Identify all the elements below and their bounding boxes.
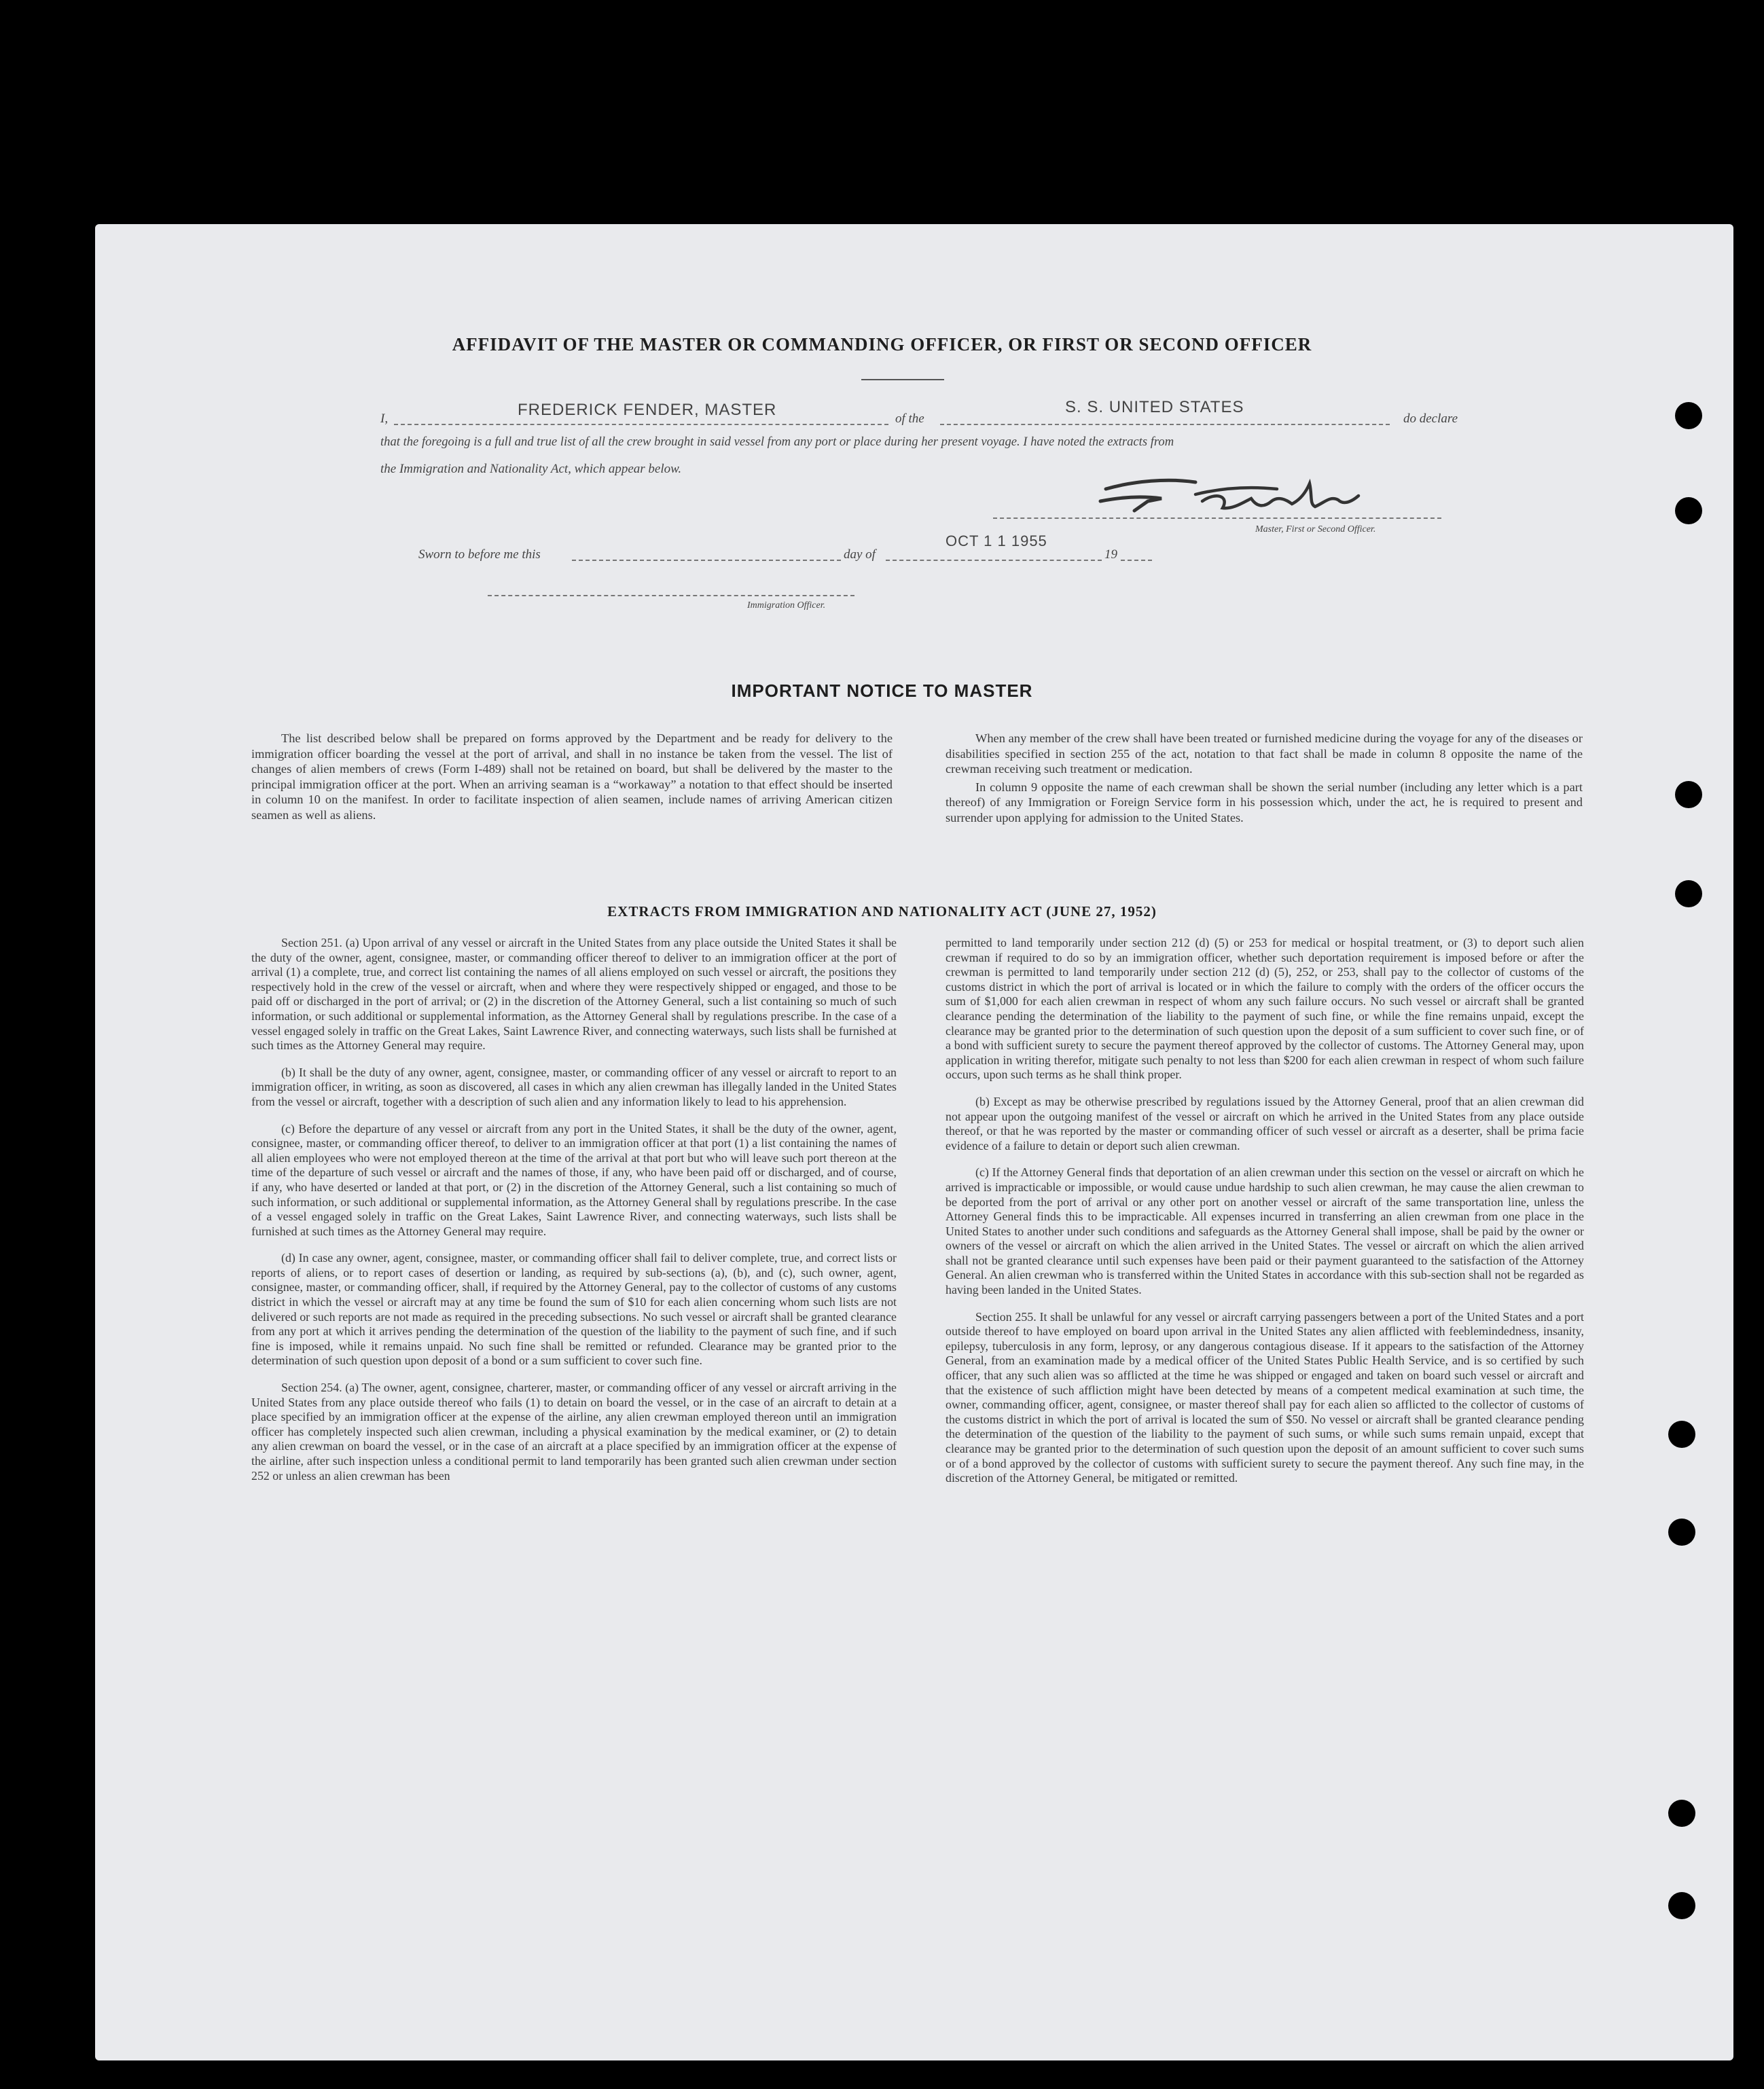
binder-hole (1668, 1892, 1695, 1919)
master-caption: Master, First or Second Officer. (1255, 524, 1376, 534)
binder-hole (1668, 1800, 1695, 1827)
declaration-line-2: the Immigration and Nationality Act, which appear below. (380, 462, 682, 476)
binder-hole (1675, 497, 1702, 524)
notice-right-paragraph-2: In column 9 opposite the name of each crewman shall be shown the serial number (including any letter which is a part thereof) of any Immigration or Foreign Service form in his possession which, under the act, he is required to present and surrender upon applying for admission to the United States. (946, 780, 1583, 824)
extracts-right-column (946, 936, 1584, 1498)
sworn-label: Sworn to before me this (418, 547, 541, 562)
immigration-officer-line (488, 595, 854, 596)
sworn-day-line (572, 560, 841, 561)
section-251-d: (d) In case any owner, agent, consignee, master, or commanding officer shall fail to deliver complete, true, and correct lists or reports of aliens, or to report cases of desertion or landing, as required by sub-sections (a), (b), and (c), such owner, agent, consignee, master, or commanding officer, shall, if required by the Attorney General, pay to the collector of customs of any customs district in which the vessel or aircraft may at any time be found the sum of $10 for each alien concerning whom such lists are not delivered or such reports are not made as required in the preceding subsections. No such vessel or aircraft shall be granted clearance from any port at which it arrives pending the determination of the question of the liability to the payment of such fine, and if such fine is imposed, while it remains unpaid. No such fine shall be remitted or refunded. Clearance may be granted prior to the determination of such question upon deposit of a bond or a sum sufficient to cover such fine. (251, 1251, 897, 1368)
binder-hole (1668, 1421, 1695, 1448)
notice-right-paragraph-1: When any member of the crew shall have been treated or furnished medicine during the voyage for any of the diseases or disabilities specified in section 255 of the act, notation to that fact shall be made in column 8 opposite the name of the crewman receiving such treatment or medication. (946, 731, 1583, 776)
sworn-date-value: OCT 1 1 1955 (946, 532, 1047, 549)
day-of-label: day of (844, 547, 876, 562)
section-251-c: (c) Before the departure of any vessel or aircraft from any port in the United States, it shall be the duty of the owner, agent, consignee, master, or commanding officer thereof, to deliver to an immigration officer at that port (1) a list containing the names of all alien employees who were not employed thereon at the time of the arrival at that port but who will leave such port thereon at the time of the departure of such vessel or aircraft and the names of those, if any, who have been paid off or discharged, and of course, if any, who have deserted or landed at that port, or (2) in the discretion of the Attorney General, such a list containing so much of such information, or such additional or supplemental information, as the Attorney General shall by regulations prescribe. In the case of a vessel engaged solely in traffic on the Great Lakes, Saint Lawrence River, and connecting waterways, such lists shall be furnished at such times as the Attorney General may require. (251, 1121, 897, 1238)
notice-right-column (946, 731, 1583, 829)
vessel-name-value: S. S. UNITED STATES (1065, 398, 1244, 416)
do-declare-label: do declare (1403, 412, 1458, 426)
sworn-year-line (1121, 560, 1152, 561)
section-254-a: Section 254. (a) The owner, agent, consignee, charterer, master, or commanding officer of any vessel or aircraft arriving in the United States from any place outside thereof who fails (1) to detain on board the vessel, or in the case of an aircraft to detain at a place specified by an immigration officer at the expense of the airline, any alien crewman employed thereon until an immigration officer has completely inspected such alien crewman, including a physical examination by the medical examiner, or (2) to detain any alien crewman on board the vessel, or in the case of an aircraft at a place specified by an immigration officer at the expense of the airline, after such inspection unless a conditional permit to land temporarily has been granted such alien crewman under section 252 or unless an alien crewman has been (251, 1381, 897, 1483)
notice-left-column (251, 731, 893, 826)
affidavit-title: AFFIDAVIT OF THE MASTER OR COMMANDING OFFICER, OR FIRST OR SECOND OFFICER (452, 334, 1312, 355)
master-name-value: FREDERICK FENDER, MASTER (518, 401, 777, 419)
binder-hole (1675, 781, 1702, 808)
section-251-a: Section 251. (a) Upon arrival of any vessel or aircraft in the United States from any place outside the United States it shall be the duty of the owner, agent, consignee, master, or commanding officer thereof to deliver to an immigration officer at the port of arrival (1) a complete, true, and correct list containing the names of all aliens employed on such vessel or aircraft, the positions they respectively hold in the crew of the vessel or aircraft, when and where they were respectively shipped or engaged, and those to be paid off or discharged in the port of arrival; or (2) in the discretion of the Attorney General, such a list containing so much of such information, or such additional or supplemental information, as the Attorney General shall by regulations prescribe. In the case of a vessel engaged solely in traffic on the Great Lakes, Saint Lawrence River, and connecting waterways, such lists shall be furnished at such times as the Attorney General may require. (251, 936, 897, 1053)
of-the-label: of the (895, 412, 924, 426)
section-254-b: (b) Except as may be otherwise prescribed by regulations issued by the Attorney General, proof that an alien crewman did not appear upon the outgoing manifest of the vessel or aircraft on which he arrived in the United States from any place outside thereof, or that he was reported by the master or commanding officer of such vessel or aircraft as a deserter, shall be prima facie evidence of a failure to detain or deport such alien crewman. (946, 1094, 1584, 1152)
section-255: Section 255. It shall be unlawful for any vessel or aircraft carrying passengers between a port of the United States and a port outside thereof to have employed on board upon arrival in the United States any alien afflicted with feeblemindedness, insanity, epilepsy, tuberculosis in any form, leprosy, or any dangerous contagious disease. If it appears to the satisfaction of the Attorney General, from an examination made by a medical officer of the United States Public Health Service, and is so certified by such officer, that any such alien was so afflicted at the time he was shipped or engaged and taken on board such vessel or aircraft and that the existence of such affliction might have been detected by means of a competent medical examination at such time, the owner, commanding officer, agent, consignee, or master thereof shall pay for each alien so afflicted to the collector of customs of the customs district in which the port of arrival is located the sum of $50. No vessel or aircraft shall be granted clearance pending the determination of the question of the liability to the payment of such sums, or while such sums remain unpaid, except that clearance may be granted prior to the determination of such question upon the deposit of an amount sufficient to cover such sums or of a bond approved by the collector of customs with sufficient surety to secure the payment thereof. Any such fine may, in the discretion of the Attorney General, be mitigated or remitted. (946, 1309, 1584, 1485)
signature-line (993, 517, 1441, 519)
vessel-field-line (940, 424, 1390, 425)
binder-hole (1675, 402, 1702, 429)
i-label: I, (380, 412, 389, 426)
section-251-b: (b) It shall be the duty of any owner, agent, consignee, master, or commanding officer of any vessel or aircraft to report to an immigration officer, in writing, as soon as discovered, all cases in which any alien crewman has illegally landed in the United States from the vessel or aircraft, together with a description of such alien and any information likely to lead to his apprehension. (251, 1065, 897, 1108)
immigration-officer-caption: Immigration Officer. (747, 600, 826, 611)
binder-hole (1668, 1519, 1695, 1546)
declaration-line-1: that the foregoing is a full and true list of all the crew brought in said vessel from any port or place during her present voyage. I have noted the extracts from (380, 435, 1174, 449)
notice-left-paragraph: The list described below shall be prepared on forms approved by the Department and be ready for delivery to the immigration officer boarding the vessel at the port of arrival, and shall in no instance be taken from the vessel. The list of changes of alien members of crews (Form I-489) shall not be retained on board, but shall be delivered by the master to the principal immigration officer at the port. When an arriving seaman is a “workaway” a notation to that effect should be inserted in column 10 on the manifest. In order to facilitate inspection of alien seamen, include names of arriving American citizen seamen as well as aliens. (251, 731, 893, 822)
extracts-left-column (251, 936, 897, 1495)
extracts-title: EXTRACTS FROM IMMIGRATION AND NATIONALITY ACT (JUNE 27, 1952) (607, 903, 1157, 920)
section-254-c: (c) If the Attorney General finds that deportation of an alien crewman under this section on the vessel or aircraft on which he arrived is impracticable or impossible, or would cause undue hardship to such alien crewman, he may cause the alien crewman to be deported from the port of arrival or any other port on another vessel or aircraft of the same transportation line, unless the Attorney General finds this to be impracticable. All expenses incurred in transferring an alien crewman from one place in the United States to another under such conditions and safeguards as the Attorney General shall impose, shall be paid by the owner or owners of the vessel or aircraft on which the alien arrived in the United States. The vessel or aircraft on which the alien arrived shall not be granted clearance until such expenses have been paid or their payment guaranteed to the satisfaction of the Attorney General. An alien crewman who is transferred within the United States in accordance with this sub-section shall not be regarded as having been landed in the United States. (946, 1165, 1584, 1297)
sworn-month-line (886, 560, 1102, 561)
master-signature (1094, 469, 1379, 523)
name-field-line (394, 424, 888, 425)
notice-title: IMPORTANT NOTICE TO MASTER (731, 680, 1033, 701)
title-divider (861, 379, 944, 380)
year-prefix: 19 (1104, 547, 1117, 562)
section-254-a-continued: permitted to land temporarily under section 212 (d) (5) or 253 for medical or hospital treatment, or (3) to deport such alien crewman if required to do so by an immigration officer, whether such deportation requirement is imposed before or after the crewman is permitted to land temporarily under section 212 (d) (5), 252, or 253, shall pay to the collector of customs of the customs district in which the port of arrival is located or in which the failure to comply with the orders of the officer occurs the sum of $1,000 for each alien crewman in respect of whom any such failure occurs. No such vessel or aircraft shall be granted clearance pending the determination of the liability to the payment of such fine, or while the fine remains unpaid, except the clearance may be granted prior to the determination of such question upon the deposit of a sum sufficient to cover such fine, or of a bond with sufficient surety to secure the payment thereof approved by the collector of customs. The Attorney General may, upon application in writing therefor, mitigate such penalty to not less than $200 for each alien crewman in respect of whom such failure occurs, upon such terms as he shall think proper. (946, 936, 1584, 1082)
